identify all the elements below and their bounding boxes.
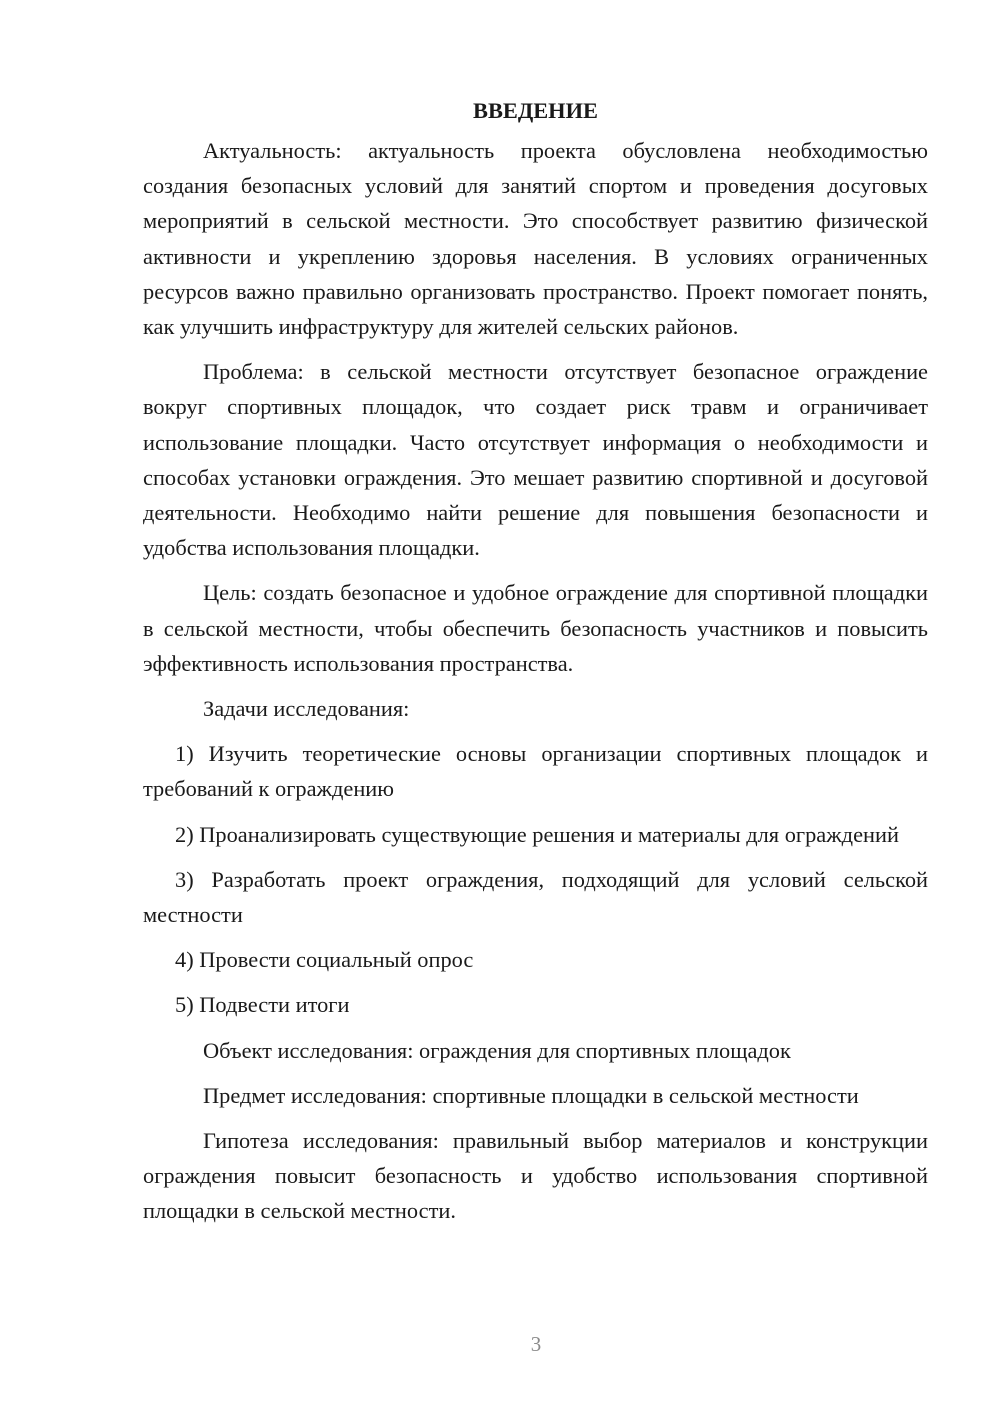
task-item-3: 3) Разработать проект ограждения, подходящий для условий сельской местности bbox=[143, 866, 928, 928]
relevance-paragraph: Актуальность: актуальность проекта обусловлена необходимостью создания безопасных условий для занятий спортом и проведения досуговых мероприятий в сельской местности. Это способствует развитию физической активности и укреплению здоровья населения. В условиях ограниченных ресурсов важно правильно организовать пространство. Проект помогает понять, как улучшить инфраструктуру для жителей сельских районов. bbox=[143, 138, 928, 340]
task-item-5: 5) Подвести итоги bbox=[175, 992, 350, 1018]
goal-paragraph: Цель: создать безопасное и удобное ограждение для спортивной площадки в сельской местности, чтобы обеспечить безопасность участников и повысить эффективность использования пространства. bbox=[143, 580, 928, 676]
page-number: 3 bbox=[530, 1332, 542, 1356]
task-item-1: 1) Изучить теоретические основы организации спортивных площадок и требований к ограждению bbox=[143, 741, 928, 802]
page-title: ВВЕДЕНИЕ bbox=[473, 98, 598, 123]
document-page bbox=[143, 93, 928, 1239]
research-hypothesis: Гипотеза исследования: правильный выбор материалов и конструкции ограждения повысит безопасность и удобство использования спортивной площадки в сельской местности. bbox=[143, 1128, 928, 1224]
research-object: Объект исследования: ограждения для спортивных площадок bbox=[203, 1037, 791, 1063]
task-item-4: 4) Провести социальный опрос bbox=[175, 947, 474, 973]
problem-paragraph: Проблема: в сельской местности отсутствует безопасное ограждение вокруг спортивных площадок, что создает риск травм и ограничивает использование площадки. Часто отсутствует информация о необходимости и способах установки ограждения. Это мешает развитию спортивной и досуговой деятельности. Необходимо найти решение для повышения безопасности и удобства использования площадки. bbox=[143, 359, 928, 561]
research-subject: Предмет исследования: спортивные площадки в сельской местности bbox=[203, 1082, 859, 1108]
tasks-heading: Задачи исследования: bbox=[203, 696, 410, 722]
task-item-2: 2) Проанализировать существующие решения и материалы для ограждений bbox=[175, 821, 899, 847]
